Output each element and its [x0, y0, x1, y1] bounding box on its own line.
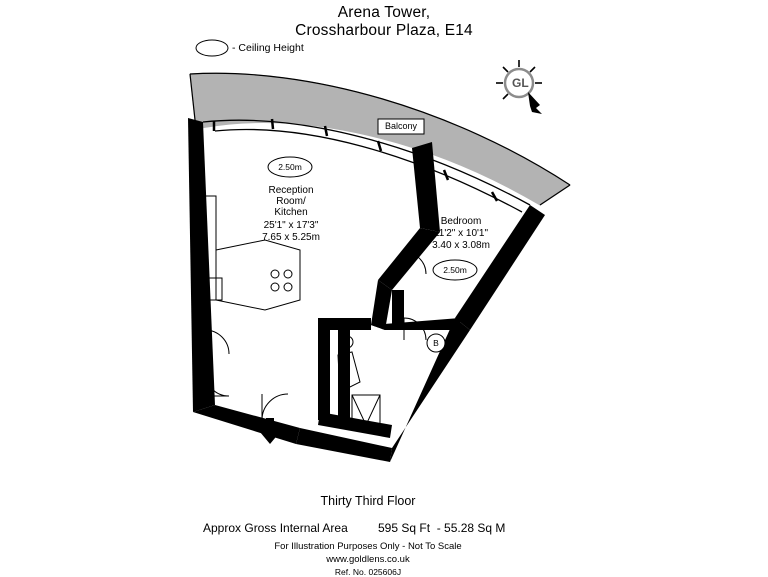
ceiling-height-reception: 2.50m — [278, 162, 302, 172]
page-title-line-1: Arena Tower, — [337, 4, 431, 21]
website-link[interactable]: www.goldlens.co.uk — [326, 554, 410, 565]
reference-number: Ref. No. 025606J — [334, 567, 402, 577]
reception-room-name-3: Kitchen — [274, 207, 308, 218]
reception-room-name-1: Reception — [268, 185, 314, 196]
floor-title: Thirty Third Floor — [320, 494, 416, 508]
bedroom-dimensions-metric: 3.40 x 3.08m — [432, 240, 490, 251]
reception-room-dimensions-imperial: 25'1" x 17'3" — [263, 220, 319, 231]
ceiling-height-bedroom: 2.50m — [443, 265, 467, 275]
page-title-line-2: Crossharbour Plaza, E14 — [295, 22, 473, 39]
legend-ellipse — [196, 40, 228, 56]
compass-label: GL — [512, 76, 529, 90]
bathroom-marker-label: B — [433, 338, 439, 348]
bedroom-dimensions-imperial: 11'2" x 10'1" — [433, 228, 489, 239]
reception-room-name-2: Room/ — [276, 196, 306, 207]
area-value: 595 Sq Ft - 55.28 Sq M — [378, 521, 506, 535]
bedroom-name: Bedroom — [440, 216, 482, 227]
area-label: Approx Gross Internal Area — [203, 521, 348, 535]
disclaimer-text: For Illustration Purposes Only - Not To Scale — [274, 541, 462, 552]
legend-ceiling-height-label: - Ceiling Height — [232, 42, 304, 54]
reception-room-dimensions-metric: 7.65 x 5.25m — [262, 232, 320, 243]
balcony-label: Balcony — [384, 121, 418, 131]
interior-walls — [318, 228, 460, 438]
